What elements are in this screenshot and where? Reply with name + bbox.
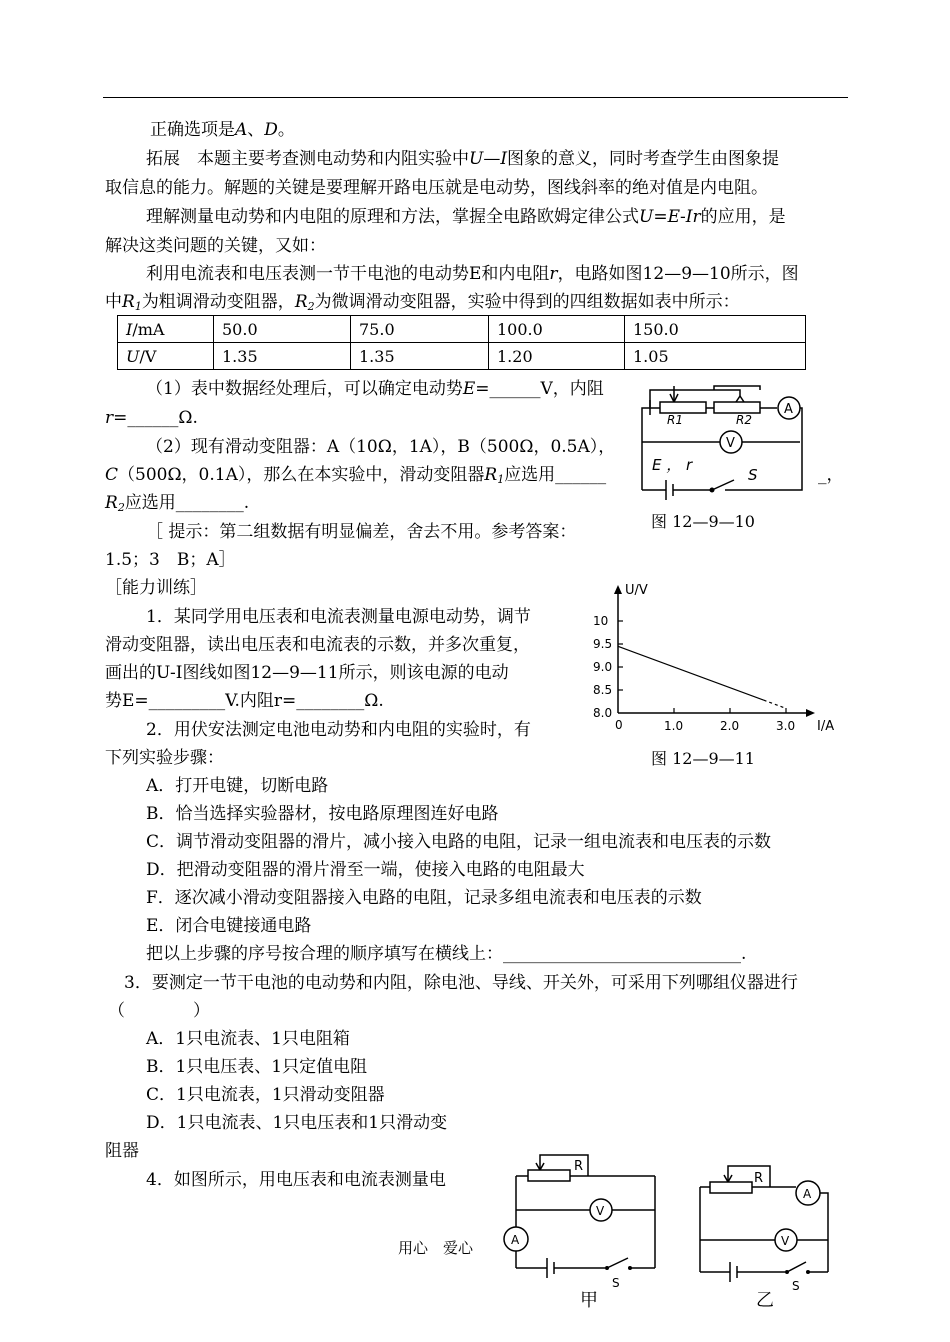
table-cell: 1.35 (214, 343, 351, 370)
y-tick-label: 9.0 (593, 660, 613, 674)
jia-voltmeter-label: V (596, 1204, 605, 1218)
p3-option-c: C．1只电流表，1只滑动变阻器 (146, 1085, 385, 1105)
yi-r-label: R (754, 1171, 764, 1186)
p2-line-2: 下列实验步骤： (105, 748, 224, 768)
jia-label: 甲 (580, 1290, 598, 1311)
table-cell: 75.0 (351, 316, 489, 343)
principle-line-2: 解决这类问题的关键，又如： (105, 236, 326, 256)
footer-text: 用心 爱心 (398, 1239, 489, 1257)
hint-answer: 1.5；3 B；A］ (105, 550, 236, 570)
x-axis-label: I/A (817, 719, 835, 734)
table-cell: 50.0 (214, 316, 351, 343)
step-d: D．把滑动变阻器的滑片滑至一端，使接入电路的电阻最大 (146, 860, 585, 880)
y-axis-arrow (614, 585, 622, 594)
source-label: E ， r (652, 456, 693, 474)
p3-option-d: D．1只电流表、1只电压表和1只滑动变 (146, 1113, 448, 1133)
x-tick-label: 1.0 (664, 719, 684, 733)
step-f: F．逐次减小滑动变阻器接入电路的电阻，记录多组电流表和电压表的示数 (146, 888, 702, 908)
table-cell: U/V (118, 343, 214, 370)
p2-line-1: 2．用伏安法测定电池电动势和内电阻的实验时，有 (146, 720, 531, 740)
r2-label: R2 (736, 413, 752, 427)
step-e: E．闭合电键接通电路 (146, 916, 312, 936)
x-tick-label: 3.0 (776, 719, 796, 733)
ammeter-label: A (784, 402, 793, 417)
q2-line-2-tail: _， (818, 465, 844, 485)
ui-graph-12-9-11 (585, 580, 850, 740)
y-tick-label: 8.5 (593, 683, 613, 697)
series-line-dashed (764, 700, 786, 708)
table-row (118, 343, 806, 370)
section-title: ［能力训练］ (105, 578, 207, 598)
r1-label: R1 (667, 413, 683, 427)
figure-caption-12-9-11: 图 12—9—11 (651, 749, 755, 768)
q2-line-2: C（500Ω，0.1A），那么在本实验中，滑动变阻器$R_1$应选用______ (105, 465, 607, 486)
yi-switch-label: S (792, 1279, 800, 1293)
p3-option-b: B．1只电压表、1只定值电阻 (146, 1057, 368, 1077)
table-cell: 1.20 (489, 343, 625, 370)
example-line-2: 中$R_1$为粗调滑动变阻器，$R_2$为微调滑动变阻器，实验中得到的四组数据如表中所示： (105, 292, 740, 313)
y-tick-label: 8.0 (593, 706, 613, 720)
extension-line-1: 拓展 本题主要考查测电动势和内阻实验中U—I图象的意义，同时考查学生由图象提 (146, 149, 780, 169)
y-tick-label: 9.5 (593, 637, 613, 651)
circuit-diagram-12-9-10 (630, 380, 840, 500)
p1-line-1: 1．某同学用电压表和电流表测量电源电动势，调节 (146, 607, 531, 627)
voltmeter-label: V (726, 436, 735, 451)
principle-line-1: 理解测量电动势和内电阻的原理和方法，掌握全电路欧姆定律公式U=E-Ir的应用，是 (146, 207, 786, 227)
q1-line: （1）表中数据经处理后，可以确定电动势E=______V，内阻 (146, 379, 604, 399)
p3-line-1: 3．要测定一节干电池的电动势和内阻，除电池、导线、开关外，可采用下列哪组仪器进行 (124, 973, 798, 993)
x-axis-arrow (806, 709, 815, 717)
jia-r-label: R (574, 1159, 584, 1174)
figure-caption-12-9-10: 图 12—9—10 (651, 512, 755, 531)
table-row (118, 316, 806, 343)
switch-label: S (748, 466, 758, 484)
p1-line-4: 势E=_________V.内阻r=________Ω. (105, 691, 384, 711)
table-cell: I/mA (118, 316, 214, 343)
p2-answer-line: 把以上步骤的序号按合理的顺序填写在横线上：____________________________. (146, 944, 747, 964)
jia-switch-label: S (612, 1276, 620, 1290)
q2-line: （2）现有滑动变阻器：A（10Ω，1A），B（500Ω，0.5A）， (146, 437, 616, 457)
table-cell: 1.05 (625, 343, 806, 370)
example-line-1: 利用电流表和电压表测一节干电池的电动势E和内电阻r，电路如图12—9—10所示，图 (146, 264, 799, 284)
yi-label: 乙 (756, 1290, 774, 1311)
yi-voltmeter-label: V (781, 1234, 790, 1248)
step-b: B．恰当选择实验器材，按电路原理图连好电路 (146, 804, 499, 824)
answer-line: 正确选项是A、D。 (150, 120, 295, 140)
extension-line-2: 取信息的能力。解题的关键是要理解开路电压就是电动势，图线斜率的绝对值是内电阻。 (105, 178, 768, 198)
hint-line: ［ 提示：第二组数据有明显偏差，舍去不用。参考答案： (146, 522, 577, 542)
y-tick-label: 10 (593, 614, 609, 628)
table-cell: 150.0 (625, 316, 806, 343)
q1-line-2: r=______Ω. (105, 408, 198, 428)
y-axis-label: U/V (625, 583, 648, 598)
origin-label: 0 (615, 718, 623, 732)
table-cell: 1.35 (351, 343, 489, 370)
p3-bracket: （ ） (108, 1001, 210, 1021)
yi-ammeter-label: A (803, 1187, 812, 1201)
x-tick-label: 2.0 (720, 719, 740, 733)
step-c: C．调节滑动变阻器的滑片，减小接入电路的电阻，记录一组电流表和电压表的示数 (146, 832, 772, 852)
p3-option-a: A．1只电流表、1只电阻箱 (146, 1029, 350, 1049)
circuit-diagram-yi (690, 1160, 845, 1310)
series-line-solid (618, 646, 764, 700)
p3-option-d-cont: 阻器 (105, 1141, 139, 1161)
p1-line-3: 画出的U-I图线如图12—9—11所示，则该电源的电动 (105, 663, 509, 683)
step-a: A．打开电键，切断电路 (146, 776, 329, 796)
q2-line-3: $R_2$应选用________. (105, 493, 250, 514)
data-table (117, 315, 806, 370)
jia-ammeter-label: A (511, 1233, 520, 1247)
p4-line-1: 4．如图所示，用电压表和电流表测量电 (146, 1170, 446, 1190)
header-rule (103, 97, 848, 98)
circuit-diagram-jia (500, 1150, 670, 1310)
p1-line-2: 滑动变阻器，读出电压表和电流表的示数，并多次重复， (105, 635, 530, 655)
table-cell: 100.0 (489, 316, 625, 343)
